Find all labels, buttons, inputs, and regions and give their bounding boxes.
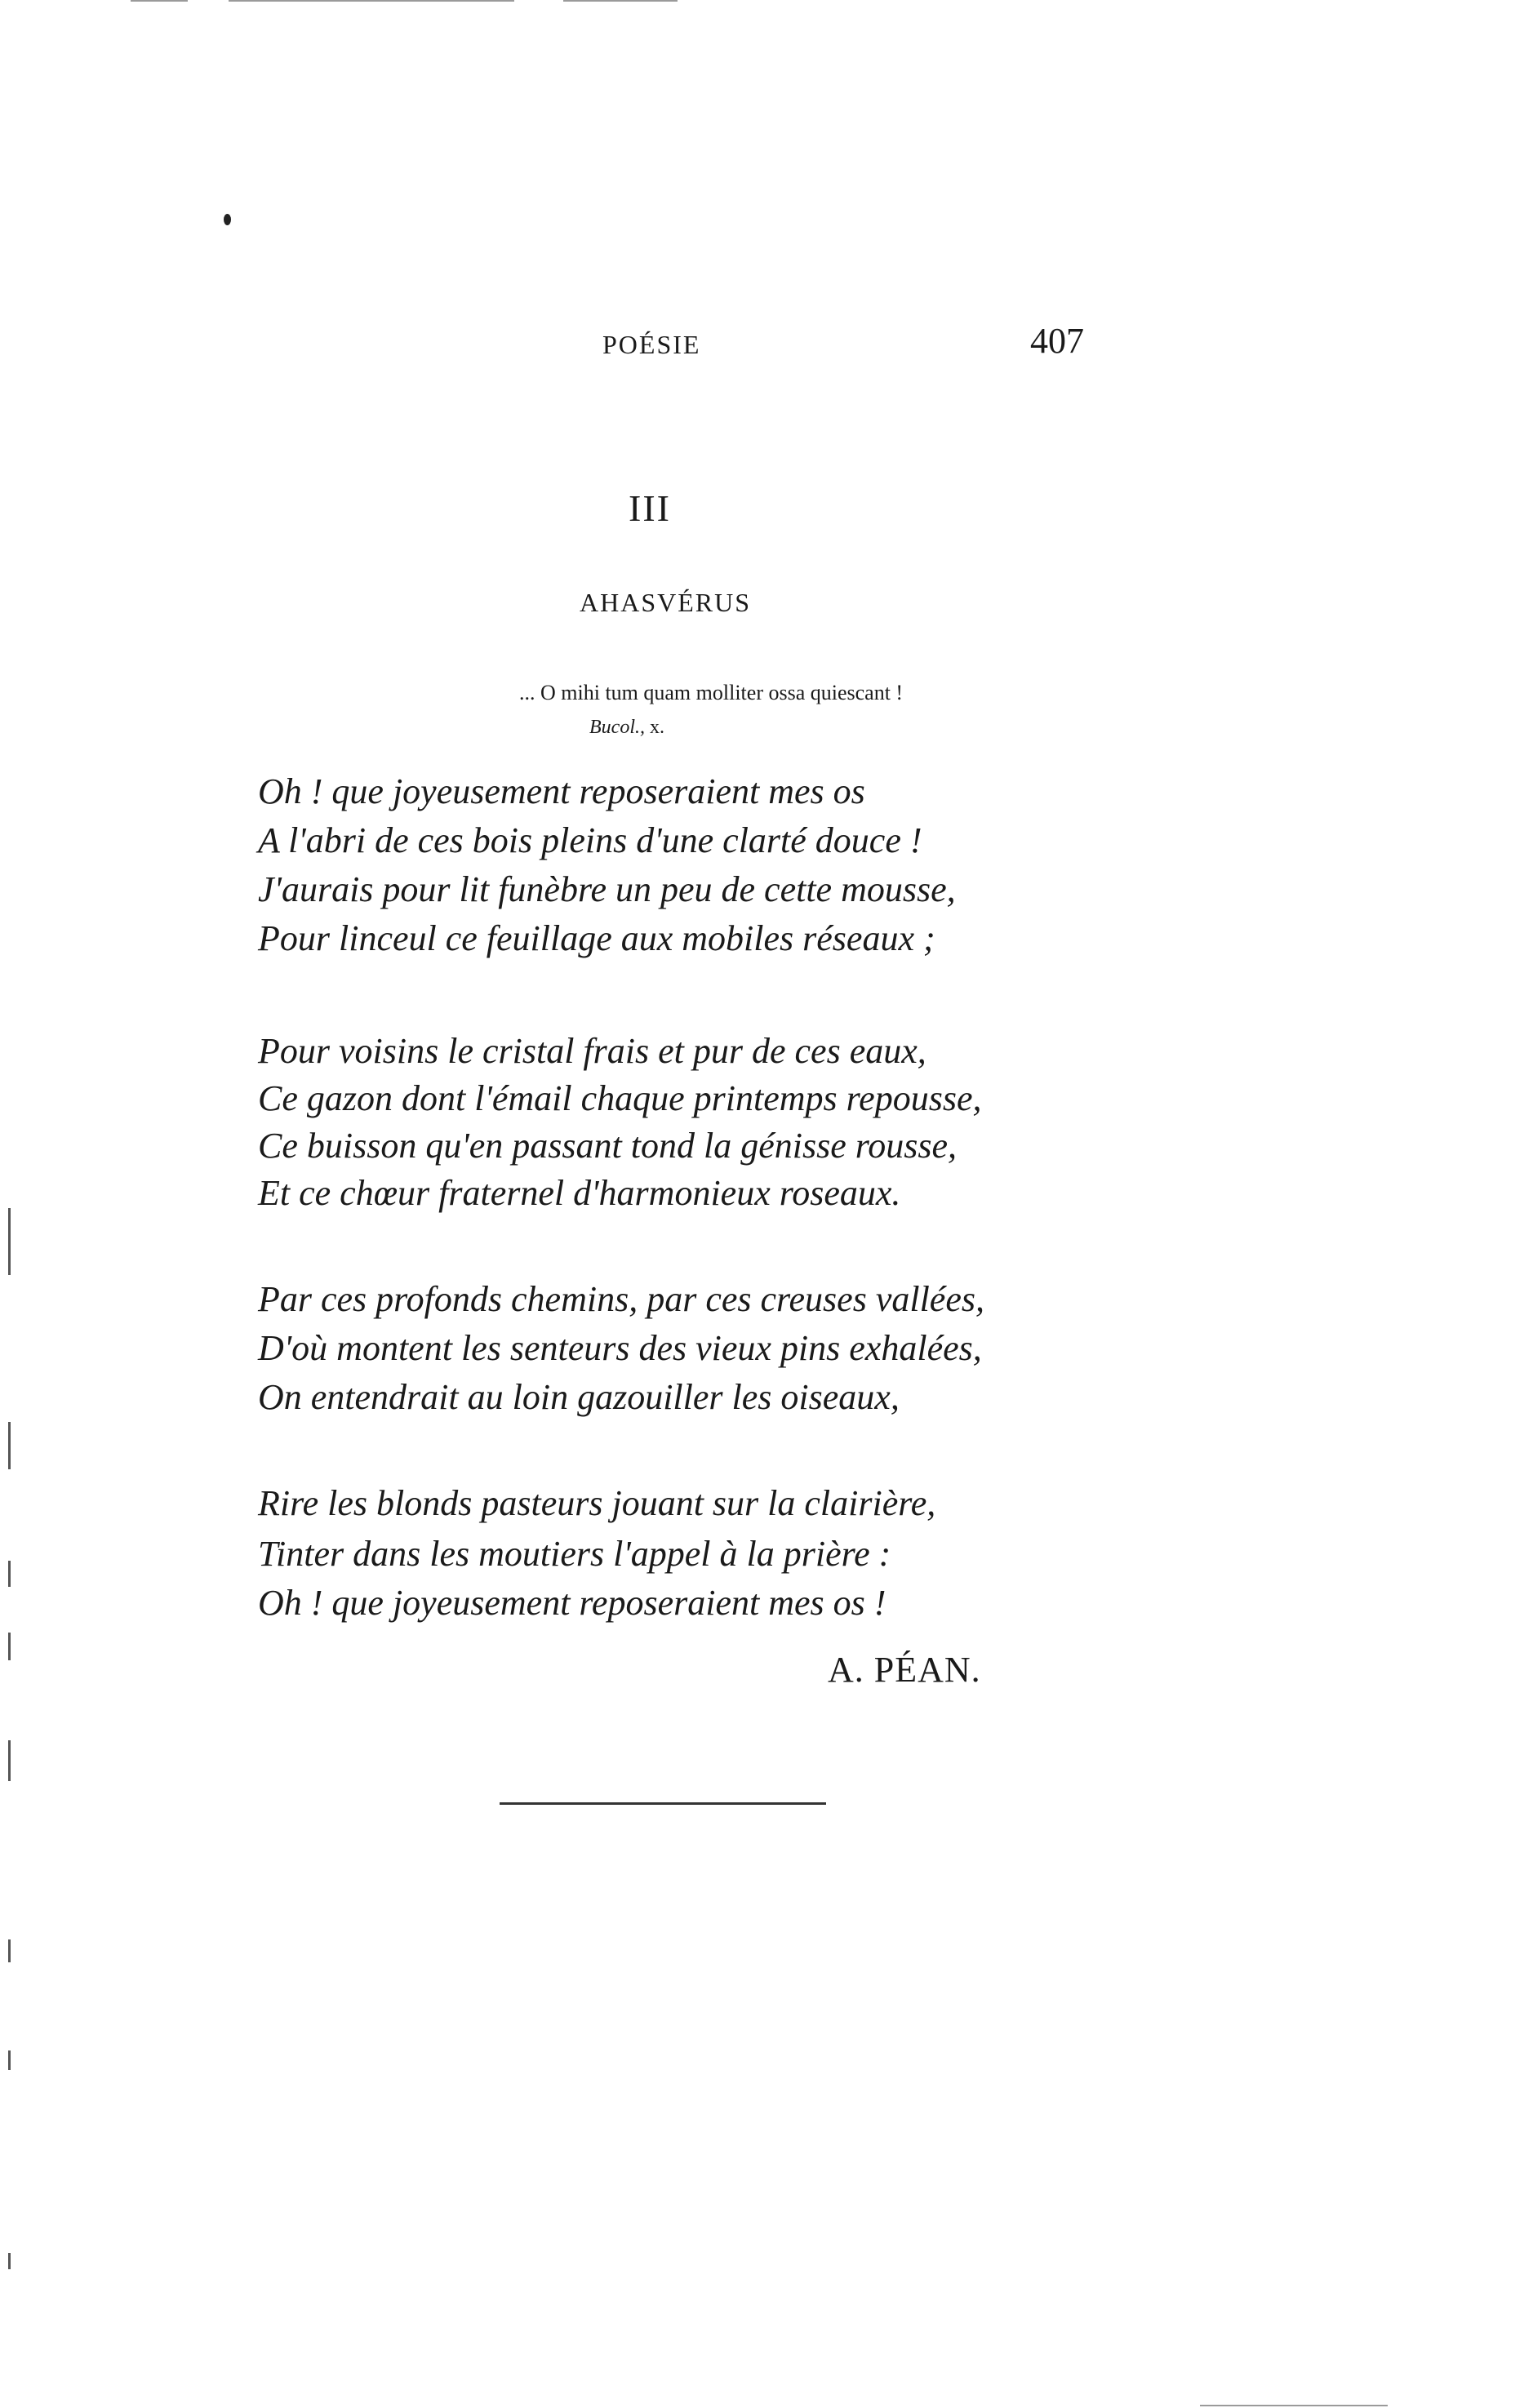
scan-margin-mark bbox=[8, 1939, 11, 1962]
scan-margin-mark bbox=[8, 1561, 11, 1587]
epigraph-source bbox=[589, 717, 664, 739]
section-number: III bbox=[629, 487, 671, 529]
verse-line: Et ce chœur fraternel d'harmonieux roseaux. bbox=[258, 1173, 901, 1213]
scan-margin-mark bbox=[8, 1740, 11, 1781]
scan-edge-mark bbox=[229, 0, 514, 2]
scan-margin-mark bbox=[8, 1422, 11, 1469]
author-signature: A. PÉAN. bbox=[828, 1650, 981, 1690]
scan-margin-mark bbox=[8, 1633, 11, 1660]
verse-line: Ce buisson qu'en passant tond la génisse rousse, bbox=[258, 1126, 958, 1166]
page-number: 407 bbox=[1030, 321, 1084, 361]
running-head: POÉSIE bbox=[602, 330, 701, 359]
verse-line: Pour voisins le cristal frais et pur de ces eaux, bbox=[258, 1031, 926, 1071]
scan-margin-mark bbox=[8, 2050, 11, 2070]
verse-line: Par ces profonds chemins, par ces creuses vallées, bbox=[258, 1279, 984, 1319]
verse-line: A l'abri de ces bois pleins d'une clarté douce ! bbox=[258, 820, 922, 860]
epigraph-source-work: Bucol., bbox=[589, 717, 645, 738]
verse-line: Oh ! que joyeusement reposeraient mes os bbox=[258, 771, 865, 811]
epigraph: ... O mihi tum quam molliter ossa quiescant ! bbox=[519, 681, 904, 704]
verse-line: Oh ! que joyeusement reposeraient mes os ! bbox=[258, 1583, 886, 1623]
scan-margin-mark bbox=[8, 1208, 11, 1275]
verse-line: Tinter dans les moutiers l'appel à la prière : bbox=[258, 1534, 891, 1574]
verse-line: D'où montent les senteurs des vieux pins exhalées, bbox=[258, 1328, 982, 1368]
section-end-rule bbox=[500, 1802, 826, 1805]
verse-line: Pour linceul ce feuillage aux mobiles réseaux ; bbox=[258, 918, 935, 958]
poem-title: AHASVÉRUS bbox=[580, 588, 752, 617]
verse-line: Rire les blonds pasteurs jouant sur la clairière, bbox=[258, 1483, 936, 1523]
scan-margin-mark bbox=[8, 2253, 11, 2269]
scan-edge-mark bbox=[563, 0, 678, 2]
verse-line: On entendrait au loin gazouiller les oiseaux, bbox=[258, 1377, 900, 1417]
verse-line: J'aurais pour lit funèbre un peu de cette mousse, bbox=[258, 869, 956, 909]
epigraph-source-ref: x. bbox=[649, 717, 664, 738]
verse-line: Ce gazon dont l'émail chaque printemps repousse, bbox=[258, 1078, 982, 1118]
scan-edge-mark bbox=[1200, 2405, 1388, 2406]
scan-edge-mark bbox=[131, 0, 188, 2]
scan-speck bbox=[224, 214, 231, 225]
